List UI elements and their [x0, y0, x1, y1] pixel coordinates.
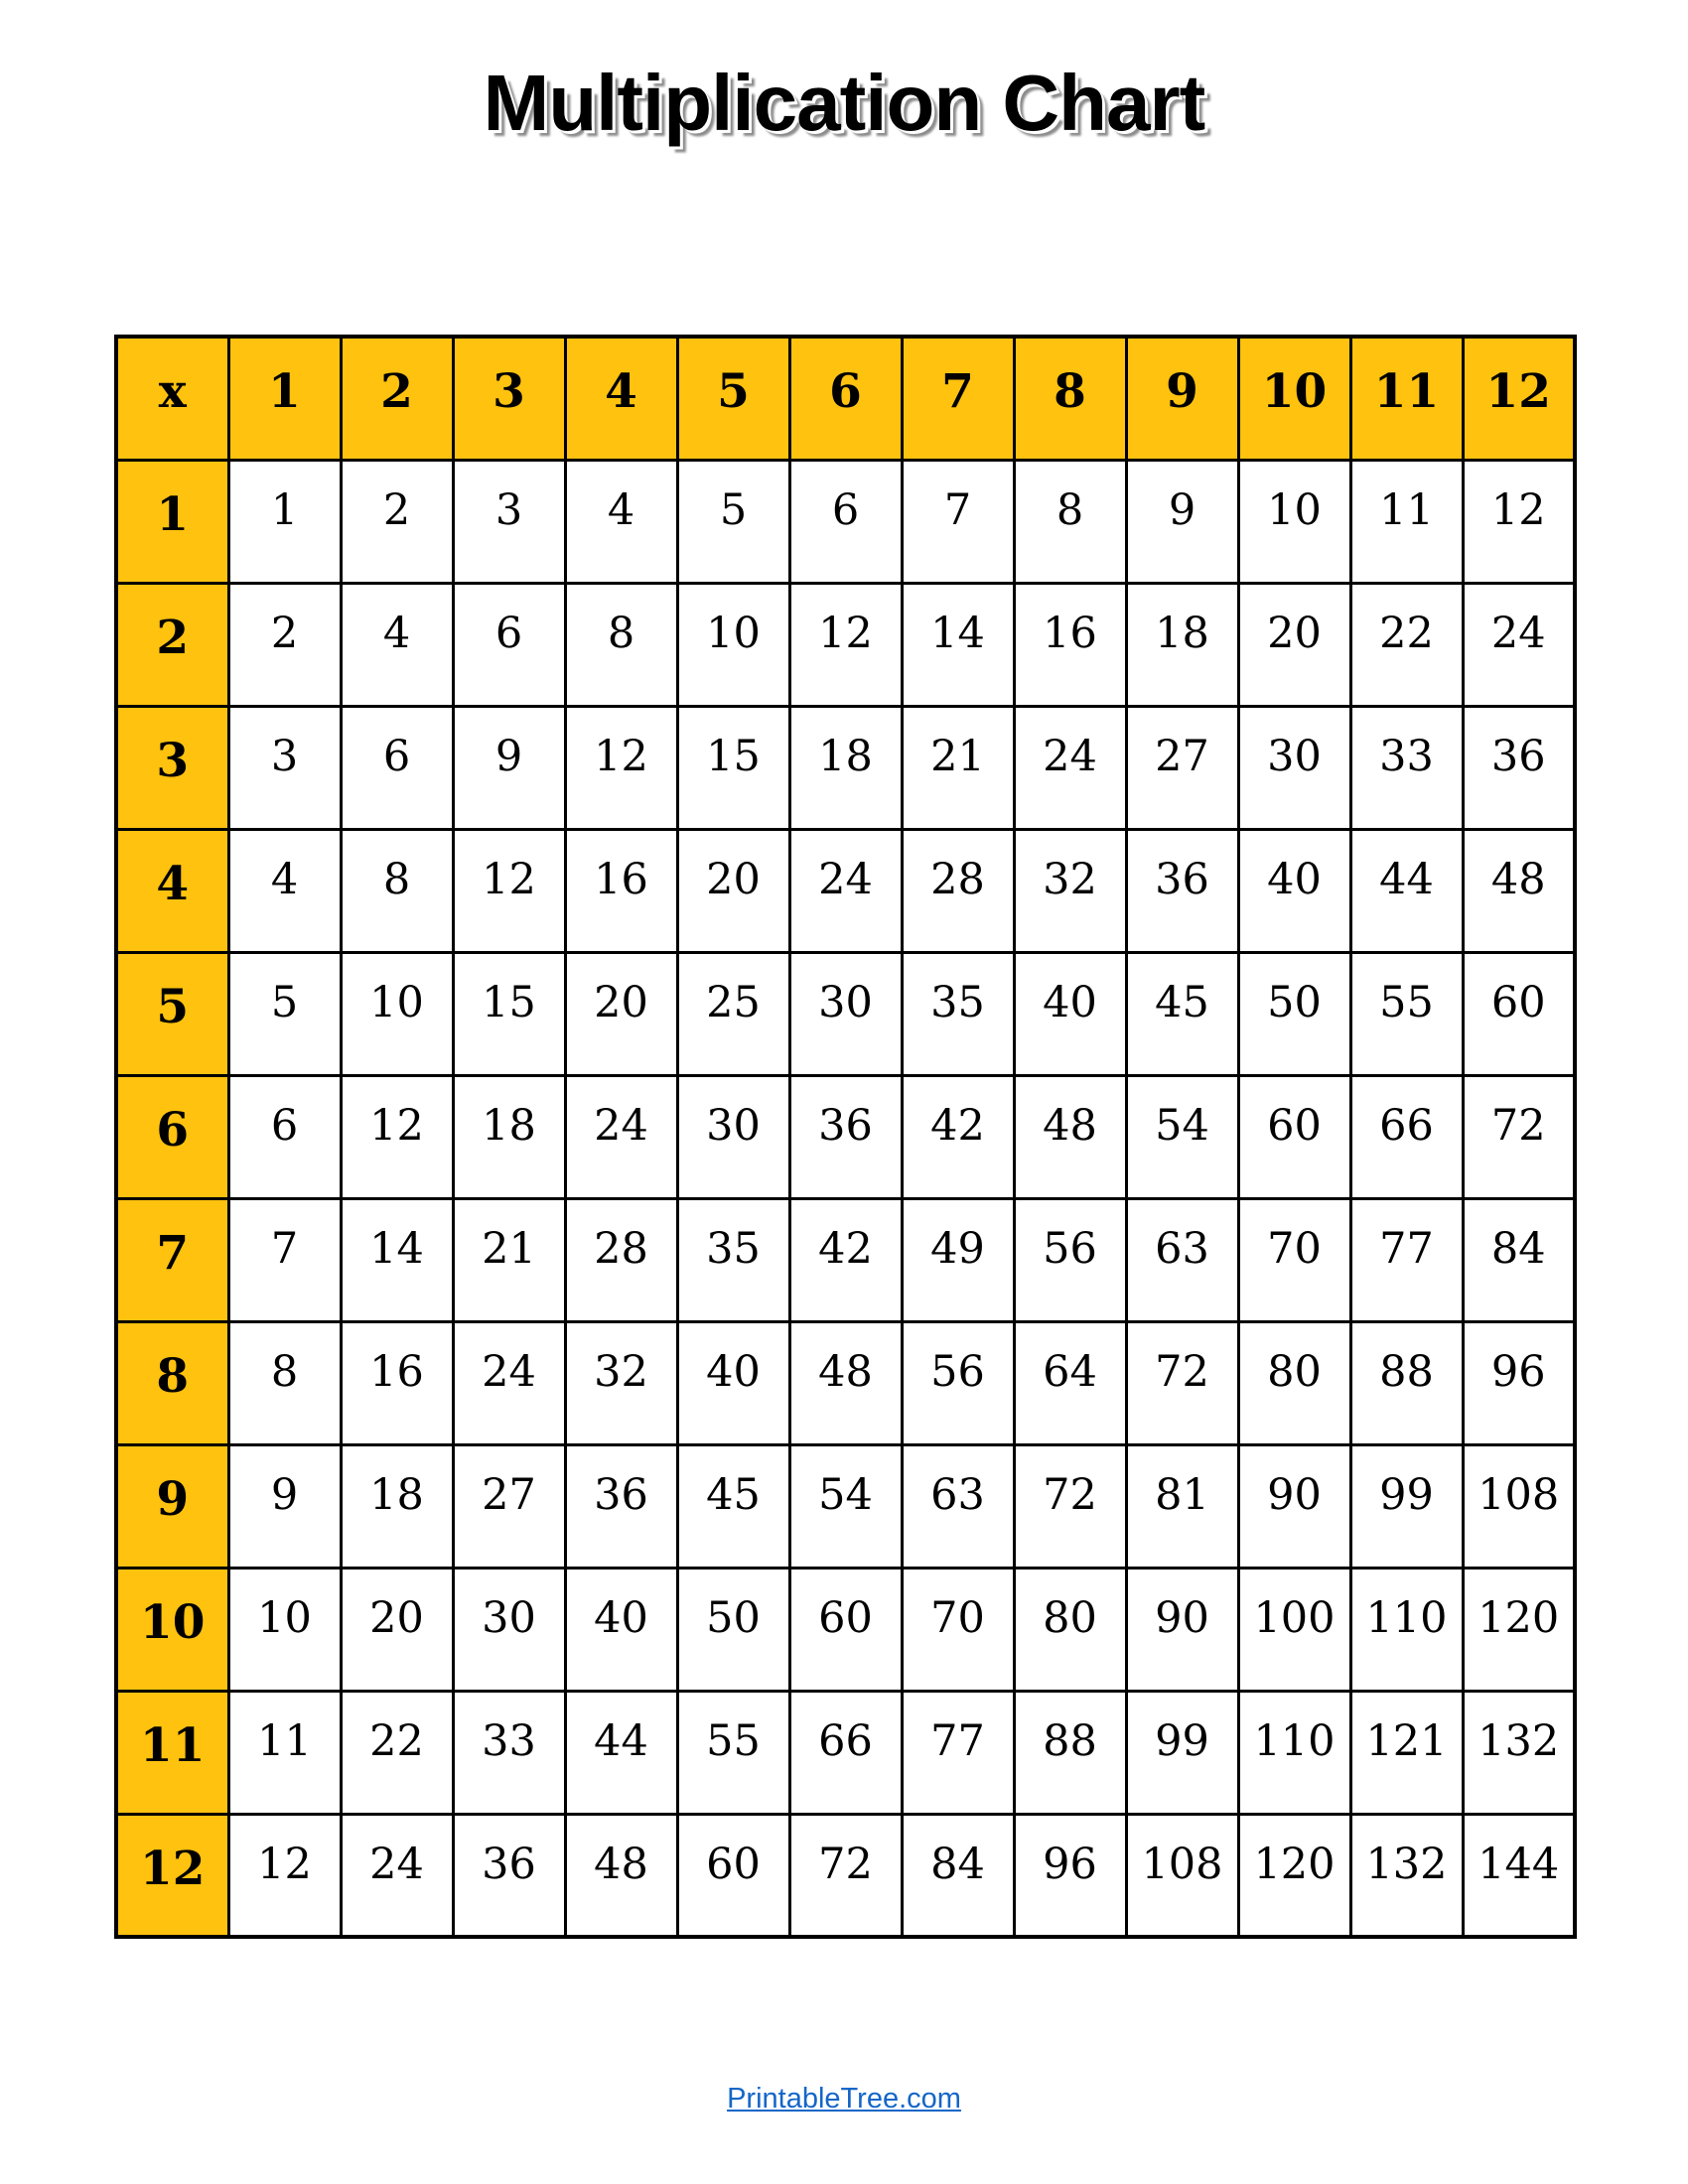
product-cell: 42 — [902, 1075, 1014, 1198]
product-cell: 24 — [1014, 706, 1126, 829]
product-cell: 18 — [453, 1075, 565, 1198]
product-cell: 8 — [1014, 460, 1126, 583]
column-header-cell: 4 — [565, 337, 677, 460]
product-cell: 15 — [453, 952, 565, 1075]
column-header-cell: 3 — [453, 337, 565, 460]
product-cell: 30 — [1238, 706, 1350, 829]
product-cell: 5 — [677, 460, 789, 583]
column-header-cell: 10 — [1238, 337, 1350, 460]
product-cell: 96 — [1463, 1321, 1575, 1444]
product-cell: 110 — [1238, 1691, 1350, 1814]
product-cell: 64 — [1014, 1321, 1126, 1444]
table-body — [116, 460, 1575, 1937]
row-header-cell: 8 — [116, 1321, 228, 1444]
row-header-cell: 1 — [116, 460, 228, 583]
product-cell: 28 — [902, 829, 1014, 952]
column-header-cell: 2 — [341, 337, 453, 460]
product-cell: 3 — [228, 706, 341, 829]
product-cell: 28 — [565, 1198, 677, 1321]
product-cell: 72 — [1463, 1075, 1575, 1198]
product-cell: 44 — [565, 1691, 677, 1814]
product-cell: 132 — [1463, 1691, 1575, 1814]
product-cell: 84 — [902, 1814, 1014, 1937]
product-cell: 20 — [1238, 583, 1350, 706]
product-cell: 88 — [1014, 1691, 1126, 1814]
product-cell: 27 — [453, 1444, 565, 1568]
product-cell: 35 — [677, 1198, 789, 1321]
product-cell: 44 — [1350, 829, 1463, 952]
product-cell: 16 — [1014, 583, 1126, 706]
product-cell: 11 — [1350, 460, 1463, 583]
product-cell: 72 — [1126, 1321, 1238, 1444]
product-cell: 121 — [1350, 1691, 1463, 1814]
product-cell: 81 — [1126, 1444, 1238, 1568]
product-cell: 12 — [453, 829, 565, 952]
product-cell: 100 — [1238, 1568, 1350, 1691]
row-header-cell: 10 — [116, 1568, 228, 1691]
product-cell: 8 — [565, 583, 677, 706]
product-cell: 132 — [1350, 1814, 1463, 1937]
product-cell: 10 — [1238, 460, 1350, 583]
table-row — [116, 1691, 1575, 1814]
product-cell: 24 — [453, 1321, 565, 1444]
column-header-cell: 11 — [1350, 337, 1463, 460]
product-cell: 36 — [1463, 706, 1575, 829]
product-cell: 40 — [1238, 829, 1350, 952]
product-cell: 72 — [1014, 1444, 1126, 1568]
product-cell: 15 — [677, 706, 789, 829]
product-cell: 90 — [1238, 1444, 1350, 1568]
column-header-cell: 5 — [677, 337, 789, 460]
product-cell: 63 — [902, 1444, 1014, 1568]
product-cell: 16 — [565, 829, 677, 952]
table-row — [116, 460, 1575, 583]
product-cell: 54 — [1126, 1075, 1238, 1198]
product-cell: 18 — [341, 1444, 453, 1568]
table-row — [116, 1814, 1575, 1937]
product-cell: 20 — [677, 829, 789, 952]
footer-link[interactable]: PrintableTree.com — [727, 2083, 961, 2115]
product-cell: 36 — [789, 1075, 902, 1198]
product-cell: 12 — [1463, 460, 1575, 583]
product-cell: 70 — [1238, 1198, 1350, 1321]
product-cell: 8 — [341, 829, 453, 952]
product-cell: 18 — [1126, 583, 1238, 706]
product-cell: 5 — [228, 952, 341, 1075]
product-cell: 36 — [1126, 829, 1238, 952]
product-cell: 90 — [1126, 1568, 1238, 1691]
product-cell: 24 — [1463, 583, 1575, 706]
product-cell: 120 — [1238, 1814, 1350, 1937]
row-header-cell: 9 — [116, 1444, 228, 1568]
product-cell: 80 — [1238, 1321, 1350, 1444]
table-row — [116, 1321, 1575, 1444]
row-header-cell: 12 — [116, 1814, 228, 1937]
product-cell: 77 — [902, 1691, 1014, 1814]
product-cell: 60 — [789, 1568, 902, 1691]
product-cell: 33 — [1350, 706, 1463, 829]
product-cell: 48 — [789, 1321, 902, 1444]
product-cell: 6 — [453, 583, 565, 706]
product-cell: 12 — [228, 1814, 341, 1937]
product-cell: 11 — [228, 1691, 341, 1814]
table-row — [116, 706, 1575, 829]
product-cell: 56 — [902, 1321, 1014, 1444]
row-header-cell: 6 — [116, 1075, 228, 1198]
product-cell: 4 — [565, 460, 677, 583]
product-cell: 22 — [341, 1691, 453, 1814]
product-cell: 66 — [789, 1691, 902, 1814]
product-cell: 40 — [565, 1568, 677, 1691]
table-row — [116, 1444, 1575, 1568]
product-cell: 7 — [902, 460, 1014, 583]
product-cell: 56 — [1014, 1198, 1126, 1321]
product-cell: 35 — [902, 952, 1014, 1075]
product-cell: 50 — [677, 1568, 789, 1691]
product-cell: 110 — [1350, 1568, 1463, 1691]
product-cell: 99 — [1350, 1444, 1463, 1568]
table-row — [116, 583, 1575, 706]
product-cell: 27 — [1126, 706, 1238, 829]
product-cell: 14 — [341, 1198, 453, 1321]
product-cell: 25 — [677, 952, 789, 1075]
product-cell: 48 — [565, 1814, 677, 1937]
product-cell: 1 — [228, 460, 341, 583]
column-header-cell: 8 — [1014, 337, 1126, 460]
product-cell: 36 — [453, 1814, 565, 1937]
column-header-cell: 9 — [1126, 337, 1238, 460]
product-cell: 32 — [565, 1321, 677, 1444]
product-cell: 10 — [341, 952, 453, 1075]
product-cell: 2 — [341, 460, 453, 583]
product-cell: 2 — [228, 583, 341, 706]
product-cell: 48 — [1014, 1075, 1126, 1198]
corner-cell: x — [116, 337, 228, 460]
product-cell: 96 — [1014, 1814, 1126, 1937]
row-header-cell: 7 — [116, 1198, 228, 1321]
product-cell: 3 — [453, 460, 565, 583]
row-header-cell: 11 — [116, 1691, 228, 1814]
product-cell: 40 — [677, 1321, 789, 1444]
product-cell: 60 — [1238, 1075, 1350, 1198]
product-cell: 16 — [341, 1321, 453, 1444]
product-cell: 70 — [902, 1568, 1014, 1691]
product-cell: 33 — [453, 1691, 565, 1814]
product-cell: 108 — [1126, 1814, 1238, 1937]
product-cell: 9 — [228, 1444, 341, 1568]
product-cell: 24 — [789, 829, 902, 952]
product-cell: 60 — [677, 1814, 789, 1937]
row-header-cell: 5 — [116, 952, 228, 1075]
product-cell: 6 — [228, 1075, 341, 1198]
product-cell: 50 — [1238, 952, 1350, 1075]
product-cell: 45 — [1126, 952, 1238, 1075]
product-cell: 4 — [228, 829, 341, 952]
product-cell: 72 — [789, 1814, 902, 1937]
product-cell: 20 — [341, 1568, 453, 1691]
product-cell: 10 — [677, 583, 789, 706]
product-cell: 66 — [1350, 1075, 1463, 1198]
product-cell: 36 — [565, 1444, 677, 1568]
row-header-cell: 4 — [116, 829, 228, 952]
product-cell: 108 — [1463, 1444, 1575, 1568]
product-cell: 12 — [341, 1075, 453, 1198]
product-cell: 4 — [341, 583, 453, 706]
column-header-cell: 6 — [789, 337, 902, 460]
product-cell: 24 — [565, 1075, 677, 1198]
product-cell: 99 — [1126, 1691, 1238, 1814]
product-cell: 42 — [789, 1198, 902, 1321]
product-cell: 18 — [789, 706, 902, 829]
row-header-cell: 2 — [116, 583, 228, 706]
product-cell: 84 — [1463, 1198, 1575, 1321]
product-cell: 80 — [1014, 1568, 1126, 1691]
header-row — [116, 337, 1575, 460]
column-header-cell: 12 — [1463, 337, 1575, 460]
product-cell: 144 — [1463, 1814, 1575, 1937]
column-header-cell: 1 — [228, 337, 341, 460]
product-cell: 9 — [453, 706, 565, 829]
row-header-cell: 3 — [116, 706, 228, 829]
product-cell: 24 — [341, 1814, 453, 1937]
product-cell: 12 — [565, 706, 677, 829]
product-cell: 21 — [453, 1198, 565, 1321]
product-cell: 60 — [1463, 952, 1575, 1075]
product-cell: 40 — [1014, 952, 1126, 1075]
table-row — [116, 1568, 1575, 1691]
product-cell: 10 — [228, 1568, 341, 1691]
product-cell: 32 — [1014, 829, 1126, 952]
product-cell: 88 — [1350, 1321, 1463, 1444]
product-cell: 55 — [677, 1691, 789, 1814]
table-row — [116, 1198, 1575, 1321]
product-cell: 8 — [228, 1321, 341, 1444]
product-cell: 7 — [228, 1198, 341, 1321]
product-cell: 30 — [677, 1075, 789, 1198]
column-header-cell: 7 — [902, 337, 1014, 460]
product-cell: 77 — [1350, 1198, 1463, 1321]
product-cell: 22 — [1350, 583, 1463, 706]
multiplication-table — [114, 335, 1577, 1939]
product-cell: 55 — [1350, 952, 1463, 1075]
product-cell: 20 — [565, 952, 677, 1075]
product-cell: 21 — [902, 706, 1014, 829]
product-cell: 63 — [1126, 1198, 1238, 1321]
product-cell: 14 — [902, 583, 1014, 706]
table-row — [116, 829, 1575, 952]
table-row — [116, 1075, 1575, 1198]
product-cell: 12 — [789, 583, 902, 706]
table-row — [116, 952, 1575, 1075]
product-cell: 30 — [453, 1568, 565, 1691]
product-cell: 54 — [789, 1444, 902, 1568]
product-cell: 9 — [1126, 460, 1238, 583]
product-cell: 48 — [1463, 829, 1575, 952]
product-cell: 30 — [789, 952, 902, 1075]
product-cell: 49 — [902, 1198, 1014, 1321]
product-cell: 120 — [1463, 1568, 1575, 1691]
page-title: Multiplication Chart — [483, 59, 1205, 147]
product-cell: 6 — [789, 460, 902, 583]
product-cell: 6 — [341, 706, 453, 829]
product-cell: 45 — [677, 1444, 789, 1568]
